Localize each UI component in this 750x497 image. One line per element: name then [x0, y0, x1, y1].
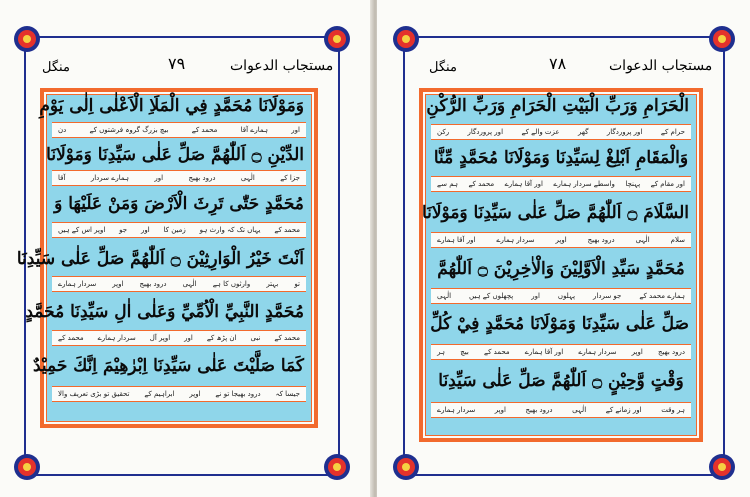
- translation-word: اور آقا ہمارے: [437, 236, 476, 244]
- translation-word: اور مقام کے: [650, 180, 685, 188]
- translation-word: درود بھیج: [587, 236, 615, 244]
- translation-word: تحقیق تو بڑی تعریف والا: [58, 390, 130, 398]
- translation-word: اوپر آل: [149, 334, 171, 342]
- translation-word: سلام: [670, 236, 685, 244]
- arabic-line: كَمَا صَلَّيْتَ عَلٰى سَيِّدِنَا اِبْرٰهِيْمَ اِنَّكَ حَمِيْدٌ: [32, 356, 304, 376]
- left-page: [0, 0, 373, 497]
- translation-word: الٰہی: [572, 406, 587, 414]
- translation-word: دن: [58, 126, 67, 134]
- translation-word: محمد کے: [191, 126, 218, 134]
- corner-rosette-icon: [322, 452, 352, 482]
- translation-word: محمد کے: [468, 180, 495, 188]
- translation-word: نبی: [250, 334, 261, 342]
- corner-rosette-icon: [391, 452, 421, 482]
- translation-word: ہمارے آقا: [240, 126, 269, 134]
- page-number: ۷۹: [168, 54, 186, 73]
- arabic-line: صَلِّ عَلٰى سَيِّدِنَا وَمَوْلَانَا مُحَمَّدٍ فِيْ كُلِّ: [430, 314, 689, 334]
- translation-line: [52, 330, 306, 346]
- corner-rosette-icon: [391, 24, 421, 54]
- translation-word: الٰہی: [437, 292, 452, 300]
- translation-word: اور: [184, 334, 193, 342]
- arabic-line: الْحَرَامِ وَرَبِّ الْبَيْتِ الْحَرَامِ وَرَبِّ الرُّكْنِ: [426, 96, 689, 116]
- arabic-line: اَنْتَ خَيْرُ الْوَارِثِيْنَ ۝ اَللّٰهُمَّ صَلِّ عَلٰى سَيِّدِنَا: [16, 249, 304, 269]
- translation-word: اور: [531, 292, 540, 300]
- translation-word: ہم سے: [437, 180, 458, 188]
- translation-word: جیسا کہ: [275, 390, 300, 398]
- arabic-line: مُحَمَّدٍ النَّبِيِّ الْاُمِّيِّ وَعَلٰى اٰلِ سَيِّدِنَا مُحَمَّدٍ: [25, 302, 304, 322]
- day-label: منگل: [42, 60, 70, 75]
- translation-word: ہمارے سردار: [90, 174, 129, 182]
- translation-word: ہر: [437, 348, 446, 356]
- translation-word: واسطے سردار ہمارے: [553, 180, 615, 188]
- translation-word: اور: [140, 226, 150, 234]
- translation-word: عزت والے کے: [521, 128, 560, 136]
- translation-word: اوپر: [555, 236, 567, 244]
- book-title: مستجاب الدعوات: [609, 58, 713, 74]
- translation-word: تو: [294, 280, 300, 288]
- translation-word: الٰہی: [240, 174, 255, 182]
- translation-word: درود بھیج: [188, 174, 216, 182]
- book-title: مستجاب الدعوات: [230, 58, 334, 74]
- translation-word: پہنچا: [625, 180, 641, 188]
- arabic-line: الدِّيْنِ ۝ اَللّٰهُمَّ صَلِّ عَلٰى سَيِّدِنَا وَمَوْلَانَا: [46, 145, 304, 165]
- translation-word: ہر وقت: [661, 406, 685, 414]
- translation-word: پہلوں: [557, 292, 576, 300]
- translation-word: اور زمانے کے: [605, 406, 642, 414]
- translation-word: اوپر: [112, 280, 124, 288]
- translation-word: درود بھیج: [657, 348, 685, 356]
- translation-word: جزا کے: [280, 174, 300, 182]
- translation-word: پچھلوں کے ہیں: [469, 292, 514, 300]
- translation-word: محمد کے: [274, 334, 300, 342]
- translation-word: ہمارے محمد کے: [639, 292, 685, 300]
- translation-word: اور پروردگار: [606, 128, 643, 136]
- arabic-line: السَّلَامَ ۝ اَللّٰهُمَّ صَلِّ عَلٰى سَيِّدِنَا وَمَوْلَانَا: [421, 203, 689, 223]
- translation-word: ان پڑھ کے: [206, 334, 237, 342]
- text-panel: [16, 88, 318, 428]
- translation-word: سردار ہمارے: [496, 236, 535, 244]
- translation-line: [52, 222, 306, 238]
- translation-word: بیچ بزرگ گروہ فرشتوں کے: [89, 126, 169, 134]
- translation-word: اوپر: [631, 348, 643, 356]
- translation-word: جو: [119, 226, 128, 234]
- translation-word: محمد کے: [483, 348, 510, 356]
- translation-word: زمین کا: [163, 226, 186, 234]
- translation-line: [52, 170, 306, 186]
- translation-word: محمد کے: [274, 226, 300, 234]
- translation-word: سردار ہمارے: [437, 406, 476, 414]
- corner-rosette-icon: [322, 24, 352, 54]
- translation-word: آقا: [58, 174, 66, 182]
- translation-line: [431, 232, 691, 248]
- translation-word: درود بھیج: [525, 406, 553, 414]
- translation-word: اور: [291, 126, 300, 134]
- translation-word: الٰہی: [635, 236, 650, 244]
- translation-word: اور: [154, 174, 164, 182]
- translation-word: حرام کے: [660, 128, 685, 136]
- translation-word: وارثوں کا ہے: [212, 280, 251, 288]
- arabic-line: وَمَوْلَانَا مُحَمَّدٍ فِي الْمَلَاِ الْاَعْلٰى اِلٰى يَوْمِ: [39, 96, 304, 116]
- corner-rosette-icon: [707, 452, 737, 482]
- corner-rosette-icon: [707, 24, 737, 54]
- translation-word: جو سردار: [593, 292, 622, 300]
- page-number: ۷۸: [549, 54, 567, 73]
- translation-word: یہاں تک کہ وارث ہو: [199, 226, 261, 234]
- translation-line: [431, 402, 691, 418]
- text-panel: [419, 88, 703, 442]
- day-label: منگل: [429, 60, 457, 75]
- corner-rosette-icon: [12, 452, 42, 482]
- translation-word: سردار ہمارے: [578, 348, 617, 356]
- translation-word: سردار ہمارے: [97, 334, 136, 342]
- translation-word: اور آقا ہمارے: [524, 348, 564, 356]
- translation-word: اور پروردگار: [467, 128, 504, 136]
- translation-word: اوپر اس کے ہیں: [58, 226, 106, 234]
- translation-word: اوپر: [494, 406, 506, 414]
- translation-line: [431, 344, 691, 360]
- translation-word: درود بھیج: [139, 280, 167, 288]
- translation-word: اور آقا ہمارے: [504, 180, 543, 188]
- translation-word: بہتر: [266, 280, 279, 288]
- translation-line: [52, 276, 306, 292]
- corner-rosette-icon: [12, 24, 42, 54]
- arabic-line: مُحَمَّدٍ سَيِّدِ الْاَوَّلِيْنَ وَالْاٰخِرِيْنَ ۝ اَللّٰهُمَّ: [437, 259, 685, 279]
- translation-word: درود بھیجا تو نے: [215, 390, 261, 398]
- translation-word: سردار ہمارے: [58, 280, 97, 288]
- translation-word: بیچ: [460, 348, 469, 356]
- translation-word: رکن: [437, 128, 450, 136]
- arabic-line: وَالْمَقَامِ اَبْلِغْ لِسَيِّدِنَا وَمَوْلَانَا مُحَمَّدٍ مِّنَّا: [433, 148, 689, 168]
- translation-word: ابراہیم کے: [144, 390, 175, 398]
- arabic-line: مُحَمَّدٍ حَتّٰى تَرِثَ الْاَرْضَ وَمَنْ عَلَيْهَا وَ: [54, 194, 304, 214]
- translation-line: [52, 122, 306, 138]
- translation-word: گھر: [578, 128, 589, 136]
- right-page: [377, 0, 750, 497]
- translation-line: [431, 176, 691, 192]
- translation-line: [52, 386, 306, 402]
- translation-line: [431, 124, 691, 140]
- translation-word: محمد کے: [58, 334, 84, 342]
- arabic-line: وَقْتٍ وَّحِيْنٍ ۝ اَللّٰهُمَّ صَلِّ عَلٰى سَيِّدِنَا: [438, 371, 684, 391]
- translation-word: اوپر: [189, 390, 201, 398]
- translation-word: الٰہی: [182, 280, 197, 288]
- translation-line: [431, 288, 691, 304]
